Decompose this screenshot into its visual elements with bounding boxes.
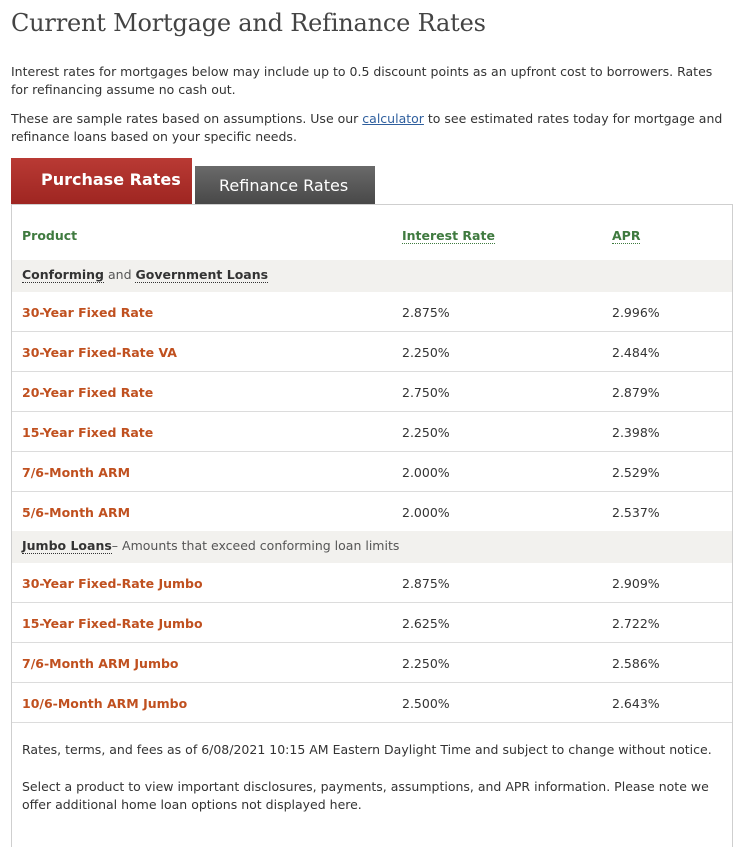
product-link[interactable]: 30-Year Fixed-Rate VA	[22, 345, 177, 360]
product-link[interactable]: 7/6-Month ARM Jumbo	[22, 656, 179, 671]
product-link[interactable]: 10/6-Month ARM Jumbo	[22, 696, 188, 711]
page-title: Current Mortgage and Refinance Rates	[11, 9, 486, 37]
jumbo-description: – Amounts that exceed conforming loan limits	[111, 538, 400, 553]
product-link[interactable]: 7/6-Month ARM	[22, 465, 131, 480]
interest-rate-value: 2.875%	[402, 576, 450, 591]
intro-text: Interest rates for mortgages below may include up to 0.5 discount points as an upfront cost to borrowers. Rates for refinancing assume no cash out.	[11, 64, 713, 97]
table-row	[12, 292, 732, 332]
interest-rate-value: 2.750%	[402, 385, 450, 400]
rates-table	[11, 204, 733, 847]
apr-value: 2.529%	[612, 465, 660, 480]
disclosure-note: Select a product to view important disclosures, payments, assumptions, and APR information. Please note we offer additional home loan options not displayed here.	[22, 779, 709, 812]
column-header-apr[interactable]: APR	[612, 228, 641, 243]
interest-rate-value: 2.250%	[402, 425, 450, 440]
product-link[interactable]: 15-Year Fixed Rate	[22, 425, 154, 440]
product-link[interactable]: 30-Year Fixed-Rate Jumbo	[22, 576, 203, 591]
apr-value: 2.643%	[612, 696, 660, 711]
product-link[interactable]: 15-Year Fixed-Rate Jumbo	[22, 616, 203, 631]
table-row	[12, 643, 732, 683]
interest-rate-value: 2.000%	[402, 465, 450, 480]
interest-rate-value: 2.875%	[402, 305, 450, 320]
interest-rate-value: 2.625%	[402, 616, 450, 631]
apr-value: 2.909%	[612, 576, 660, 591]
rates-as-of-note: Rates, terms, and fees as of 6/08/2021 10:15 AM Eastern Daylight Time and subject to change without notice.	[22, 742, 712, 757]
section-jumbo-loans	[12, 531, 732, 563]
table-row	[12, 603, 732, 643]
apr-value: 2.484%	[612, 345, 660, 360]
product-link[interactable]: 5/6-Month ARM	[22, 505, 131, 520]
intro-text-2: These are sample rates based on assumptions. Use our calculator to see estimated rates today for mortgage and refinance loans based on your specific needs.	[11, 111, 723, 144]
table-row	[12, 332, 732, 372]
apr-value: 2.996%	[612, 305, 660, 320]
interest-rate-value: 2.250%	[402, 656, 450, 671]
interest-rate-value: 2.250%	[402, 345, 450, 360]
table-row	[12, 412, 732, 452]
section-conforming-government: Conforming and Government Loans	[12, 260, 732, 292]
calculator-link[interactable]: calculator	[362, 111, 424, 126]
table-row	[12, 372, 732, 412]
table-row	[12, 563, 732, 603]
product-link[interactable]: 30-Year Fixed Rate	[22, 305, 154, 320]
interest-rate-value: 2.500%	[402, 696, 450, 711]
table-row	[12, 683, 732, 723]
column-header-product: Product	[22, 228, 78, 243]
column-header-interest-rate[interactable]: Interest Rate	[402, 228, 495, 243]
apr-value: 2.722%	[612, 616, 660, 631]
conforming-term[interactable]: Conforming	[22, 267, 105, 282]
jumbo-loans-term[interactable]: Jumbo Loans	[22, 538, 112, 553]
apr-value: 2.586%	[612, 656, 660, 671]
government-loans-term[interactable]: Government Loans	[135, 267, 269, 282]
table-row	[12, 492, 732, 532]
tab-refinance-rates[interactable]: Refinance Rates	[195, 166, 375, 205]
apr-value: 2.537%	[612, 505, 660, 520]
apr-value: 2.398%	[612, 425, 660, 440]
product-link[interactable]: 20-Year Fixed Rate	[22, 385, 154, 400]
table-row	[12, 452, 732, 492]
tab-purchase-rates[interactable]: Purchase Rates	[11, 158, 192, 205]
apr-value: 2.879%	[612, 385, 660, 400]
interest-rate-value: 2.000%	[402, 505, 450, 520]
